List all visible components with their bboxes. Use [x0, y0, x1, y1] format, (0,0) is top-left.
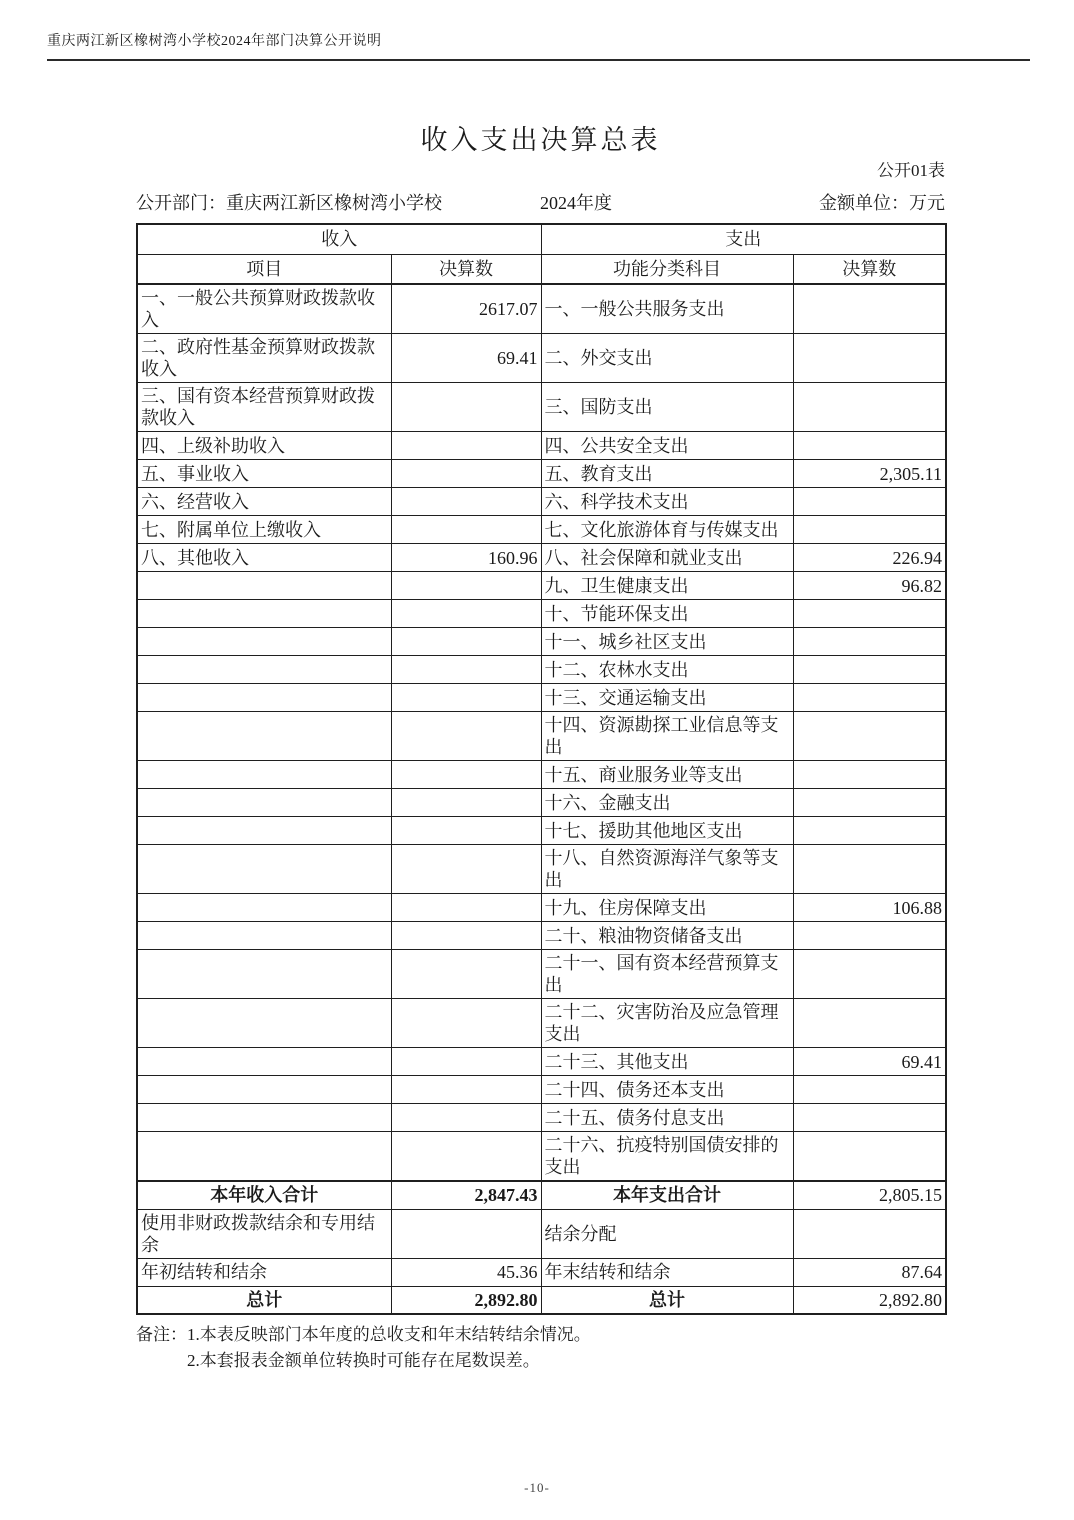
page-title: 收入支出决算总表	[420, 125, 661, 155]
income-amount-cell	[391, 516, 541, 544]
income-amount-cell	[391, 761, 541, 789]
table-row	[137, 684, 946, 712]
income-amount-cell	[391, 572, 541, 600]
income-item-cell	[137, 1104, 391, 1132]
income-item-cell: 一、一般公共预算财政拨款收入	[137, 284, 391, 334]
table-group-header-row	[137, 224, 946, 254]
expense-item-cell: 四、公共安全支出	[541, 432, 793, 460]
income-item-cell: 八、其他收入	[137, 544, 391, 572]
income-item-cell: 三、国有资本经营预算财政拨款收入	[137, 383, 391, 432]
income-item-cell	[137, 817, 391, 845]
income-amount-header: 决算数	[391, 254, 541, 284]
table-row	[137, 1048, 946, 1076]
amount-unit: 金额单位：万元	[819, 193, 945, 213]
expense-amount-cell	[793, 999, 946, 1048]
expense-amount-cell	[793, 817, 946, 845]
income-item-cell	[137, 628, 391, 656]
table-row	[137, 1181, 946, 1209]
expense-amount-cell: 87.64	[793, 1258, 946, 1286]
income-amount-cell	[391, 999, 541, 1048]
expense-item-cell: 二十六、抗疫特别国债安排的支出	[541, 1132, 793, 1182]
expense-amount-header: 决算数	[793, 254, 946, 284]
table-row	[137, 600, 946, 628]
expense-amount-cell	[793, 488, 946, 516]
expense-item-cell: 六、科学技术支出	[541, 488, 793, 516]
income-item-cell	[137, 922, 391, 950]
expense-item-cell: 三、国防支出	[541, 383, 793, 432]
table-column-header-row	[137, 254, 946, 284]
income-item-cell	[137, 572, 391, 600]
expense-item-cell: 二十三、其他支出	[541, 1048, 793, 1076]
page-number: -10-	[524, 1480, 550, 1495]
income-item-cell: 二、政府性基金预算财政拨款收入	[137, 334, 391, 383]
expense-amount-cell	[793, 1104, 946, 1132]
expense-amount-cell	[793, 712, 946, 761]
income-amount-cell	[391, 1048, 541, 1076]
expense-item-cell: 二十四、债务还本支出	[541, 1076, 793, 1104]
expense-group-header: 支出	[541, 224, 946, 254]
table-row	[137, 628, 946, 656]
income-amount-cell	[391, 656, 541, 684]
expense-item-cell: 二十、粮油物资储备支出	[541, 922, 793, 950]
expense-amount-cell	[793, 1132, 946, 1182]
income-item-cell: 五、事业收入	[137, 460, 391, 488]
income-amount-cell	[391, 1132, 541, 1182]
income-item-cell	[137, 712, 391, 761]
income-item-header: 项目	[137, 254, 391, 284]
table-row	[137, 383, 946, 432]
income-item-cell: 使用非财政拨款结余和专用结余	[137, 1209, 391, 1258]
expense-item-cell: 五、教育支出	[541, 460, 793, 488]
table-row	[137, 1258, 946, 1286]
income-item-cell: 六、经营收入	[137, 488, 391, 516]
expense-item-cell: 总计	[541, 1286, 793, 1314]
income-item-cell	[137, 761, 391, 789]
table-row	[137, 516, 946, 544]
table-row	[137, 656, 946, 684]
expense-amount-cell	[793, 432, 946, 460]
expense-item-cell: 年末结转和结余	[541, 1258, 793, 1286]
expense-item-cell: 七、文化旅游体育与传媒支出	[541, 516, 793, 544]
income-item-cell	[137, 1048, 391, 1076]
meta-row	[136, 192, 945, 214]
expense-amount-cell	[793, 1076, 946, 1104]
income-item-cell: 年初结转和结余	[137, 1258, 391, 1286]
income-amount-cell	[391, 488, 541, 516]
public-department: 公开部门：重庆两江新区橡树湾小学校	[136, 193, 442, 213]
fiscal-year: 2024年度	[540, 193, 612, 213]
table-row	[137, 1209, 946, 1258]
income-amount-cell	[391, 1209, 541, 1258]
expense-item-header: 功能分类科目	[541, 254, 793, 284]
income-amount-cell	[391, 950, 541, 999]
expense-amount-cell	[793, 789, 946, 817]
expense-item-cell: 一、一般公共服务支出	[541, 284, 793, 334]
note-line: 2.本套报表金额单位转换时可能存在尾数误差。	[187, 1351, 540, 1370]
expense-amount-cell	[793, 656, 946, 684]
income-item-cell	[137, 684, 391, 712]
expense-item-cell: 十六、金融支出	[541, 789, 793, 817]
table-row	[137, 1286, 946, 1314]
income-amount-cell	[391, 712, 541, 761]
expense-item-cell: 二、外交支出	[541, 334, 793, 383]
notes-block	[136, 1322, 945, 1374]
expense-item-cell: 十七、援助其他地区支出	[541, 817, 793, 845]
income-item-cell	[137, 789, 391, 817]
expense-amount-cell: 96.82	[793, 572, 946, 600]
budget-summary-table	[136, 223, 947, 1315]
expense-item-cell: 八、社会保障和就业支出	[541, 544, 793, 572]
income-amount-cell: 2617.07	[391, 284, 541, 334]
income-item-cell	[137, 999, 391, 1048]
table-row	[137, 432, 946, 460]
table-row	[137, 488, 946, 516]
income-item-cell: 七、附属单位上缴收入	[137, 516, 391, 544]
expense-amount-cell: 69.41	[793, 1048, 946, 1076]
expense-item-cell: 十四、资源勘探工业信息等支出	[541, 712, 793, 761]
income-item-cell: 总计	[137, 1286, 391, 1314]
expense-amount-cell	[793, 845, 946, 894]
report-body	[136, 122, 945, 1374]
expense-item-cell: 十、节能环保支出	[541, 600, 793, 628]
income-amount-cell	[391, 789, 541, 817]
income-amount-cell	[391, 600, 541, 628]
income-item-cell	[137, 894, 391, 922]
expense-item-cell: 九、卫生健康支出	[541, 572, 793, 600]
table-row	[137, 950, 946, 999]
table-row	[137, 789, 946, 817]
income-item-cell: 四、上级补助收入	[137, 432, 391, 460]
expense-item-cell: 二十五、债务付息支出	[541, 1104, 793, 1132]
income-item-cell: 本年收入合计	[137, 1181, 391, 1209]
income-group-header: 收入	[137, 224, 541, 254]
income-amount-cell	[391, 684, 541, 712]
expense-item-cell: 十三、交通运输支出	[541, 684, 793, 712]
notes-label: 备注：	[136, 1325, 187, 1344]
notes-items	[187, 1322, 591, 1374]
expense-amount-cell	[793, 628, 946, 656]
expense-item-cell: 十九、住房保障支出	[541, 894, 793, 922]
expense-amount-cell: 2,305.11	[793, 460, 946, 488]
income-item-cell	[137, 656, 391, 684]
table-row	[137, 334, 946, 383]
table-row	[137, 1104, 946, 1132]
table-row	[137, 845, 946, 894]
income-amount-cell: 2,892.80	[391, 1286, 541, 1314]
income-amount-cell	[391, 894, 541, 922]
expense-item-cell: 二十二、灾害防治及应急管理支出	[541, 999, 793, 1048]
income-amount-cell	[391, 922, 541, 950]
income-amount-cell: 69.41	[391, 334, 541, 383]
expense-item-cell: 十八、自然资源海洋气象等支出	[541, 845, 793, 894]
income-item-cell	[137, 950, 391, 999]
expense-amount-cell	[793, 334, 946, 383]
expense-item-cell: 二十一、国有资本经营预算支出	[541, 950, 793, 999]
expense-item-cell: 结余分配	[541, 1209, 793, 1258]
expense-amount-cell	[793, 950, 946, 999]
table-row	[137, 1132, 946, 1182]
income-amount-cell	[391, 628, 541, 656]
expense-amount-cell: 106.88	[793, 894, 946, 922]
income-amount-cell: 45.36	[391, 1258, 541, 1286]
expense-item-cell: 十二、农林水支出	[541, 656, 793, 684]
table-row	[137, 712, 946, 761]
expense-amount-cell	[793, 516, 946, 544]
table-row	[137, 1076, 946, 1104]
expense-amount-cell: 226.94	[793, 544, 946, 572]
expense-amount-cell	[793, 684, 946, 712]
table-row	[137, 894, 946, 922]
table-row	[137, 999, 946, 1048]
expense-item-cell: 十一、城乡社区支出	[541, 628, 793, 656]
income-amount-cell: 2,847.43	[391, 1181, 541, 1209]
income-item-cell	[137, 845, 391, 894]
income-amount-cell	[391, 1104, 541, 1132]
income-amount-cell	[391, 817, 541, 845]
expense-item-cell: 十五、商业服务业等支出	[541, 761, 793, 789]
expense-amount-cell	[793, 1209, 946, 1258]
expense-amount-cell	[793, 383, 946, 432]
expense-amount-cell	[793, 600, 946, 628]
table-row	[137, 544, 946, 572]
income-item-cell	[137, 1076, 391, 1104]
income-item-cell	[137, 600, 391, 628]
income-amount-cell	[391, 845, 541, 894]
table-row	[137, 284, 946, 334]
sheet-number-label: 公开01表	[877, 161, 945, 180]
income-amount-cell	[391, 460, 541, 488]
income-amount-cell	[391, 383, 541, 432]
income-amount-cell	[391, 432, 541, 460]
table-row	[137, 922, 946, 950]
income-amount-cell: 160.96	[391, 544, 541, 572]
table-row	[137, 460, 946, 488]
expense-amount-cell	[793, 761, 946, 789]
income-amount-cell	[391, 1076, 541, 1104]
note-line: 1.本表反映部门本年度的总收支和年末结转结余情况。	[187, 1325, 591, 1344]
expense-amount-cell	[793, 284, 946, 334]
expense-amount-cell: 2,892.80	[793, 1286, 946, 1314]
document-header: 重庆两江新区橡树湾小学校2024年部门决算公开说明	[47, 30, 1030, 61]
expense-item-cell: 本年支出合计	[541, 1181, 793, 1209]
income-item-cell	[137, 1132, 391, 1182]
table-row	[137, 761, 946, 789]
table-row	[137, 572, 946, 600]
expense-amount-cell	[793, 922, 946, 950]
expense-amount-cell: 2,805.15	[793, 1181, 946, 1209]
table-row	[137, 817, 946, 845]
